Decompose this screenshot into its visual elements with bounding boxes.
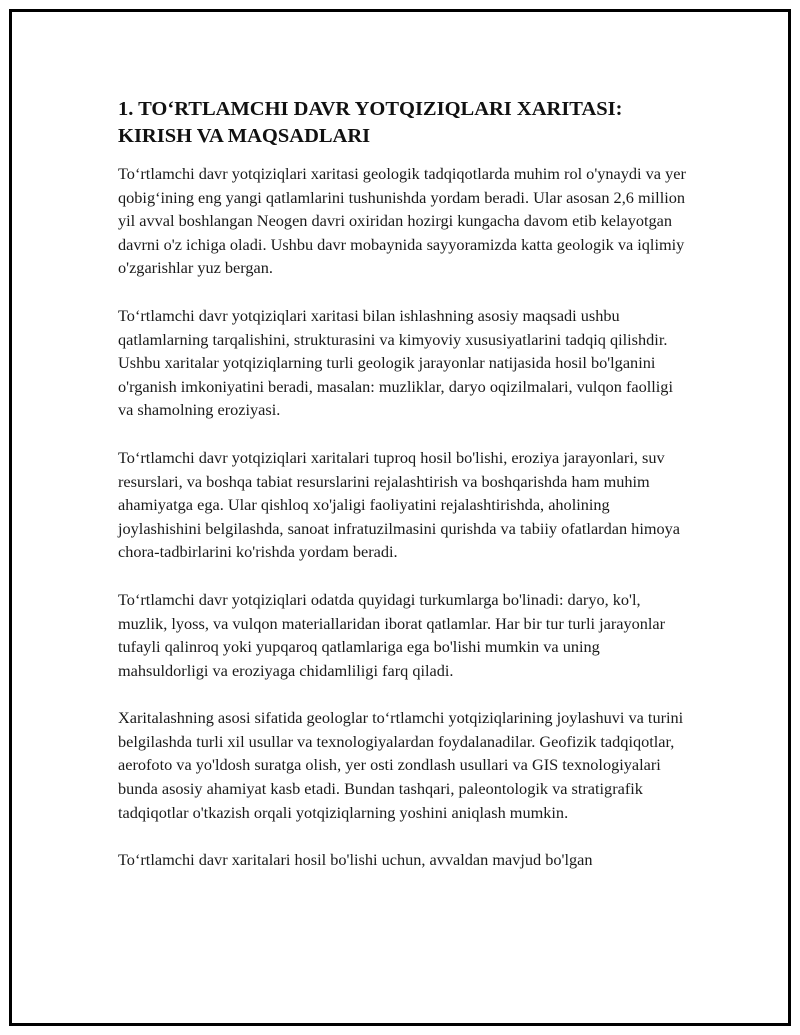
paragraph-4: To‘rtlamchi davr yotqiziqlari odatda quyidagi turkumlarga bo'linadi: daryo, ko'l, muzlik, lyoss, va vulqon materiallaridan iborat qatlamlar. Har bir tur turli jarayonlar tufayli qalinroq yoki yupqaroq qatlamlariga ega bo'lishi mumkin va uning mahsuldorligi va eroziyaga chidamliligi farq qiladi. <box>118 589 666 680</box>
paragraph-2: To‘rtlamchi davr yotqiziqlari xaritasi bilan ishlashning asosiy maqsadi ushbu qatlamlarning tarqalishini, strukturasini va kimyoviy xususiyatlarini tadqiq qilishdir. Ushbu xaritalar yotqiziqlarning turli geologik jarayonlar natijasida hosil bo'lganini o'rganish imkoniyatini beradi, masalan: muzliklar, daryo oqizilmalari, vulqon faolligi va shamolning eroziyasi. <box>118 305 673 420</box>
paragraph-6: To‘rtlamchi davr xaritalari hosil bo'lishi uchun, avvaldan mavjud bo'lgan <box>118 850 593 870</box>
document-body <box>118 96 688 896</box>
paragraph-1: To‘rtlamchi davr yotqiziqlari xaritasi geologik tadqiqotlarda muhim rol o'ynaydi va yer qobig‘ining eng yangi qatlamlarini tushunishda yordam beradi. Ular asosan 2,6 million yil avval boshlangan Neogen davri oxiridan hozirgi kungacha davom etib kelayotgan davrni o'z ichiga oladi. Ushbu davr mobaynida sayyoramizda katta geologik va iqlimiy o'zgarishlar yuz bergan. <box>118 164 686 278</box>
section-title: 1. TO‘RTLAMCHI DAVR YOTQIZIQLARI XARITASI: KIRISH VA MAQSADLARI <box>118 98 623 147</box>
paragraph-5: Xaritalashning asosi sifatida geologlar to‘rtlamchi yotqiziqlarining joylashuvi va turini belgilashda turli xil usullar va texnologiyalardan foydalanadilar. Geofizik tadqiqotlar, aerofoto va yo'ldosh suratga olish, yer osti zondlash usullari va GIS texnologiyalari bunda asosiy ahamiyat kasb etadi. Bundan tashqari, paleontologik va stratigrafik tadqiqotlar o'tkazish orqali yotqiziqlarning yoshini aniqlash mumkin. <box>118 708 684 822</box>
paragraph-3: To‘rtlamchi davr yotqiziqlari xaritalari tuproq hosil bo'lishi, eroziya jarayonlari, suv resurslari, va boshqa tabiat resurslarini rejalashtirish va boshqarishda ham muhim ahamiyatga ega. Ular qishloq xo'jaligi faoliyatini rejalashtirishda, aholining joylashishini belgilashda, sanoat infratuzilmasini qurishda va tabiiy ofatlardan himoya chora-tadbirlarini ko'rishda yordam beradi. <box>118 447 681 562</box>
